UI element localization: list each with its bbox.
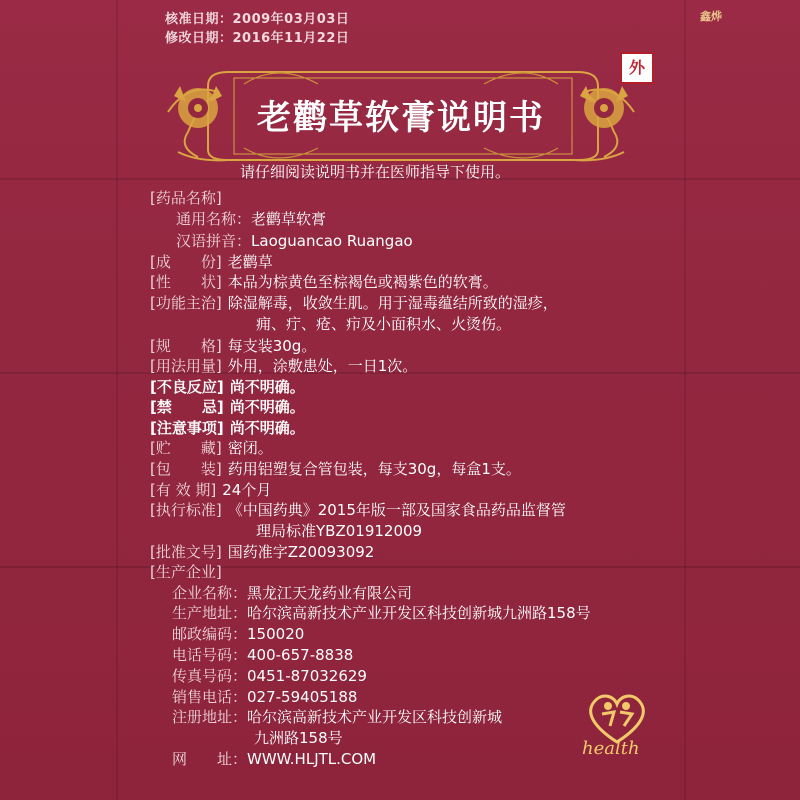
field-label: 电话号码：	[172, 646, 248, 664]
section-label: [功能主治]	[150, 294, 222, 312]
fold-line-vertical	[684, 0, 686, 800]
approval-number-row	[150, 541, 374, 562]
page-title: 老鹳草软膏说明书	[257, 98, 545, 138]
field-value: 黑龙江天龙药业有限公司	[247, 584, 413, 602]
field-label: 传真号码：	[172, 667, 248, 685]
drug-name-header	[150, 187, 222, 208]
brand-mark: 鑫烨	[700, 10, 722, 23]
fold-line-vertical	[116, 0, 118, 800]
standard-row	[150, 499, 566, 520]
approval-date: 核准日期：2009年03月03日	[165, 12, 350, 27]
section-label: [有 效 期]	[150, 481, 217, 499]
precautions-row	[150, 417, 305, 438]
section-value: 本品为棕黄色至棕褐色或褐紫色的软膏。	[227, 273, 498, 291]
section-value: 国药准字Z20093092	[227, 543, 375, 561]
field-label: 销售电话：	[172, 688, 248, 706]
section-label: [贮 藏]	[150, 439, 222, 457]
field-value: 0451-87032629	[247, 667, 367, 685]
ingredients-row	[150, 251, 273, 272]
field-label: 汉语拼音：	[176, 232, 252, 250]
section-label: [包 装]	[150, 460, 222, 478]
section-value: 药用铝塑复合管包装，每支30g，每盒1支。	[227, 460, 521, 478]
section-label: [用法用量]	[150, 357, 222, 375]
pinyin-row	[176, 230, 413, 251]
field-label: 生产地址：	[172, 604, 248, 622]
section-label: [生产企业]	[150, 563, 222, 581]
generic-name-row	[176, 208, 326, 229]
section-label: [规 格]	[150, 337, 222, 355]
standard-row-cont	[256, 520, 422, 541]
registered-address-row	[172, 706, 502, 727]
field-label: 注册地址：	[172, 708, 248, 726]
section-value: 每支装30g。	[227, 337, 317, 355]
postcode-row	[172, 623, 304, 644]
fax-row	[172, 665, 367, 686]
contraindications-row	[150, 396, 305, 417]
external-use-badge: 外	[620, 52, 654, 84]
field-value: Laoguancao Ruangao	[251, 232, 413, 250]
section-label: [性 状]	[150, 273, 222, 291]
company-name-row	[172, 582, 412, 603]
field-value: 老鹳草软膏	[251, 210, 327, 228]
registered-address-row-cont	[254, 727, 343, 748]
health-logo-text: health	[582, 738, 640, 759]
section-value: 尚不明确。	[229, 378, 305, 396]
properties-row	[150, 271, 498, 292]
section-value: 除湿解毒，收敛生肌。用于湿毒蕴结所致的湿疹，	[227, 294, 558, 312]
section-label: [禁 忌]	[150, 398, 224, 416]
section-value: 外用，涂敷患处，一日1次。	[227, 357, 418, 375]
usage-row	[150, 355, 417, 376]
phone-row	[172, 644, 353, 665]
field-label: 网 址：	[172, 750, 248, 768]
section-value: 24个月	[222, 481, 272, 499]
field-value: 哈尔滨高新技术产业开发区科技创新城	[247, 708, 503, 726]
field-value: 哈尔滨高新技术产业开发区科技创新城九洲路158号	[247, 604, 591, 622]
sales-phone-row	[172, 686, 357, 707]
field-value: 027-59405188	[247, 688, 358, 706]
field-label: 通用名称：	[176, 210, 252, 228]
storage-row	[150, 437, 273, 458]
company-address-row	[172, 602, 591, 623]
indications-row-cont	[256, 313, 511, 334]
field-value: 150020	[247, 625, 305, 643]
section-label: [药品名称]	[150, 189, 222, 207]
spec-row	[150, 335, 316, 356]
revision-date: 修改日期：2016年11月22日	[165, 31, 350, 46]
field-label: 企业名称：	[172, 584, 248, 602]
section-label: [批准文号]	[150, 543, 222, 561]
usage-notice: 请仔细阅读说明书并在医师指导下使用。	[240, 163, 511, 181]
indications-row	[150, 292, 558, 313]
section-label: [注意事项]	[150, 419, 224, 437]
section-value: 尚不明确。	[229, 419, 305, 437]
field-value: 九洲路158号	[254, 729, 343, 747]
field-value: 400-657-8838	[247, 646, 354, 664]
section-value: 理局标准YBZ01912009	[256, 522, 423, 540]
section-label: [成 份]	[150, 253, 222, 271]
fold-line	[0, 566, 800, 568]
section-label: [不良反应]	[150, 378, 224, 396]
website-row	[172, 748, 376, 769]
section-value: 《中国药典》2015年版一部及国家食品药品监督管	[227, 501, 566, 519]
package-row	[150, 458, 521, 479]
adverse-reactions-row	[150, 376, 305, 397]
section-label: [执行标准]	[150, 501, 222, 519]
section-value: 痈、疔、疮、疖及小面积水、火烫伤。	[256, 315, 512, 333]
section-value: 老鹳草	[227, 253, 273, 271]
validity-row	[150, 479, 271, 500]
manufacturer-header	[150, 561, 222, 582]
section-value: 密闭。	[227, 439, 273, 457]
website-link[interactable]: WWW.HLJTL.COM	[247, 750, 377, 768]
field-label: 邮政编码：	[172, 625, 248, 643]
section-value: 尚不明确。	[229, 398, 305, 416]
